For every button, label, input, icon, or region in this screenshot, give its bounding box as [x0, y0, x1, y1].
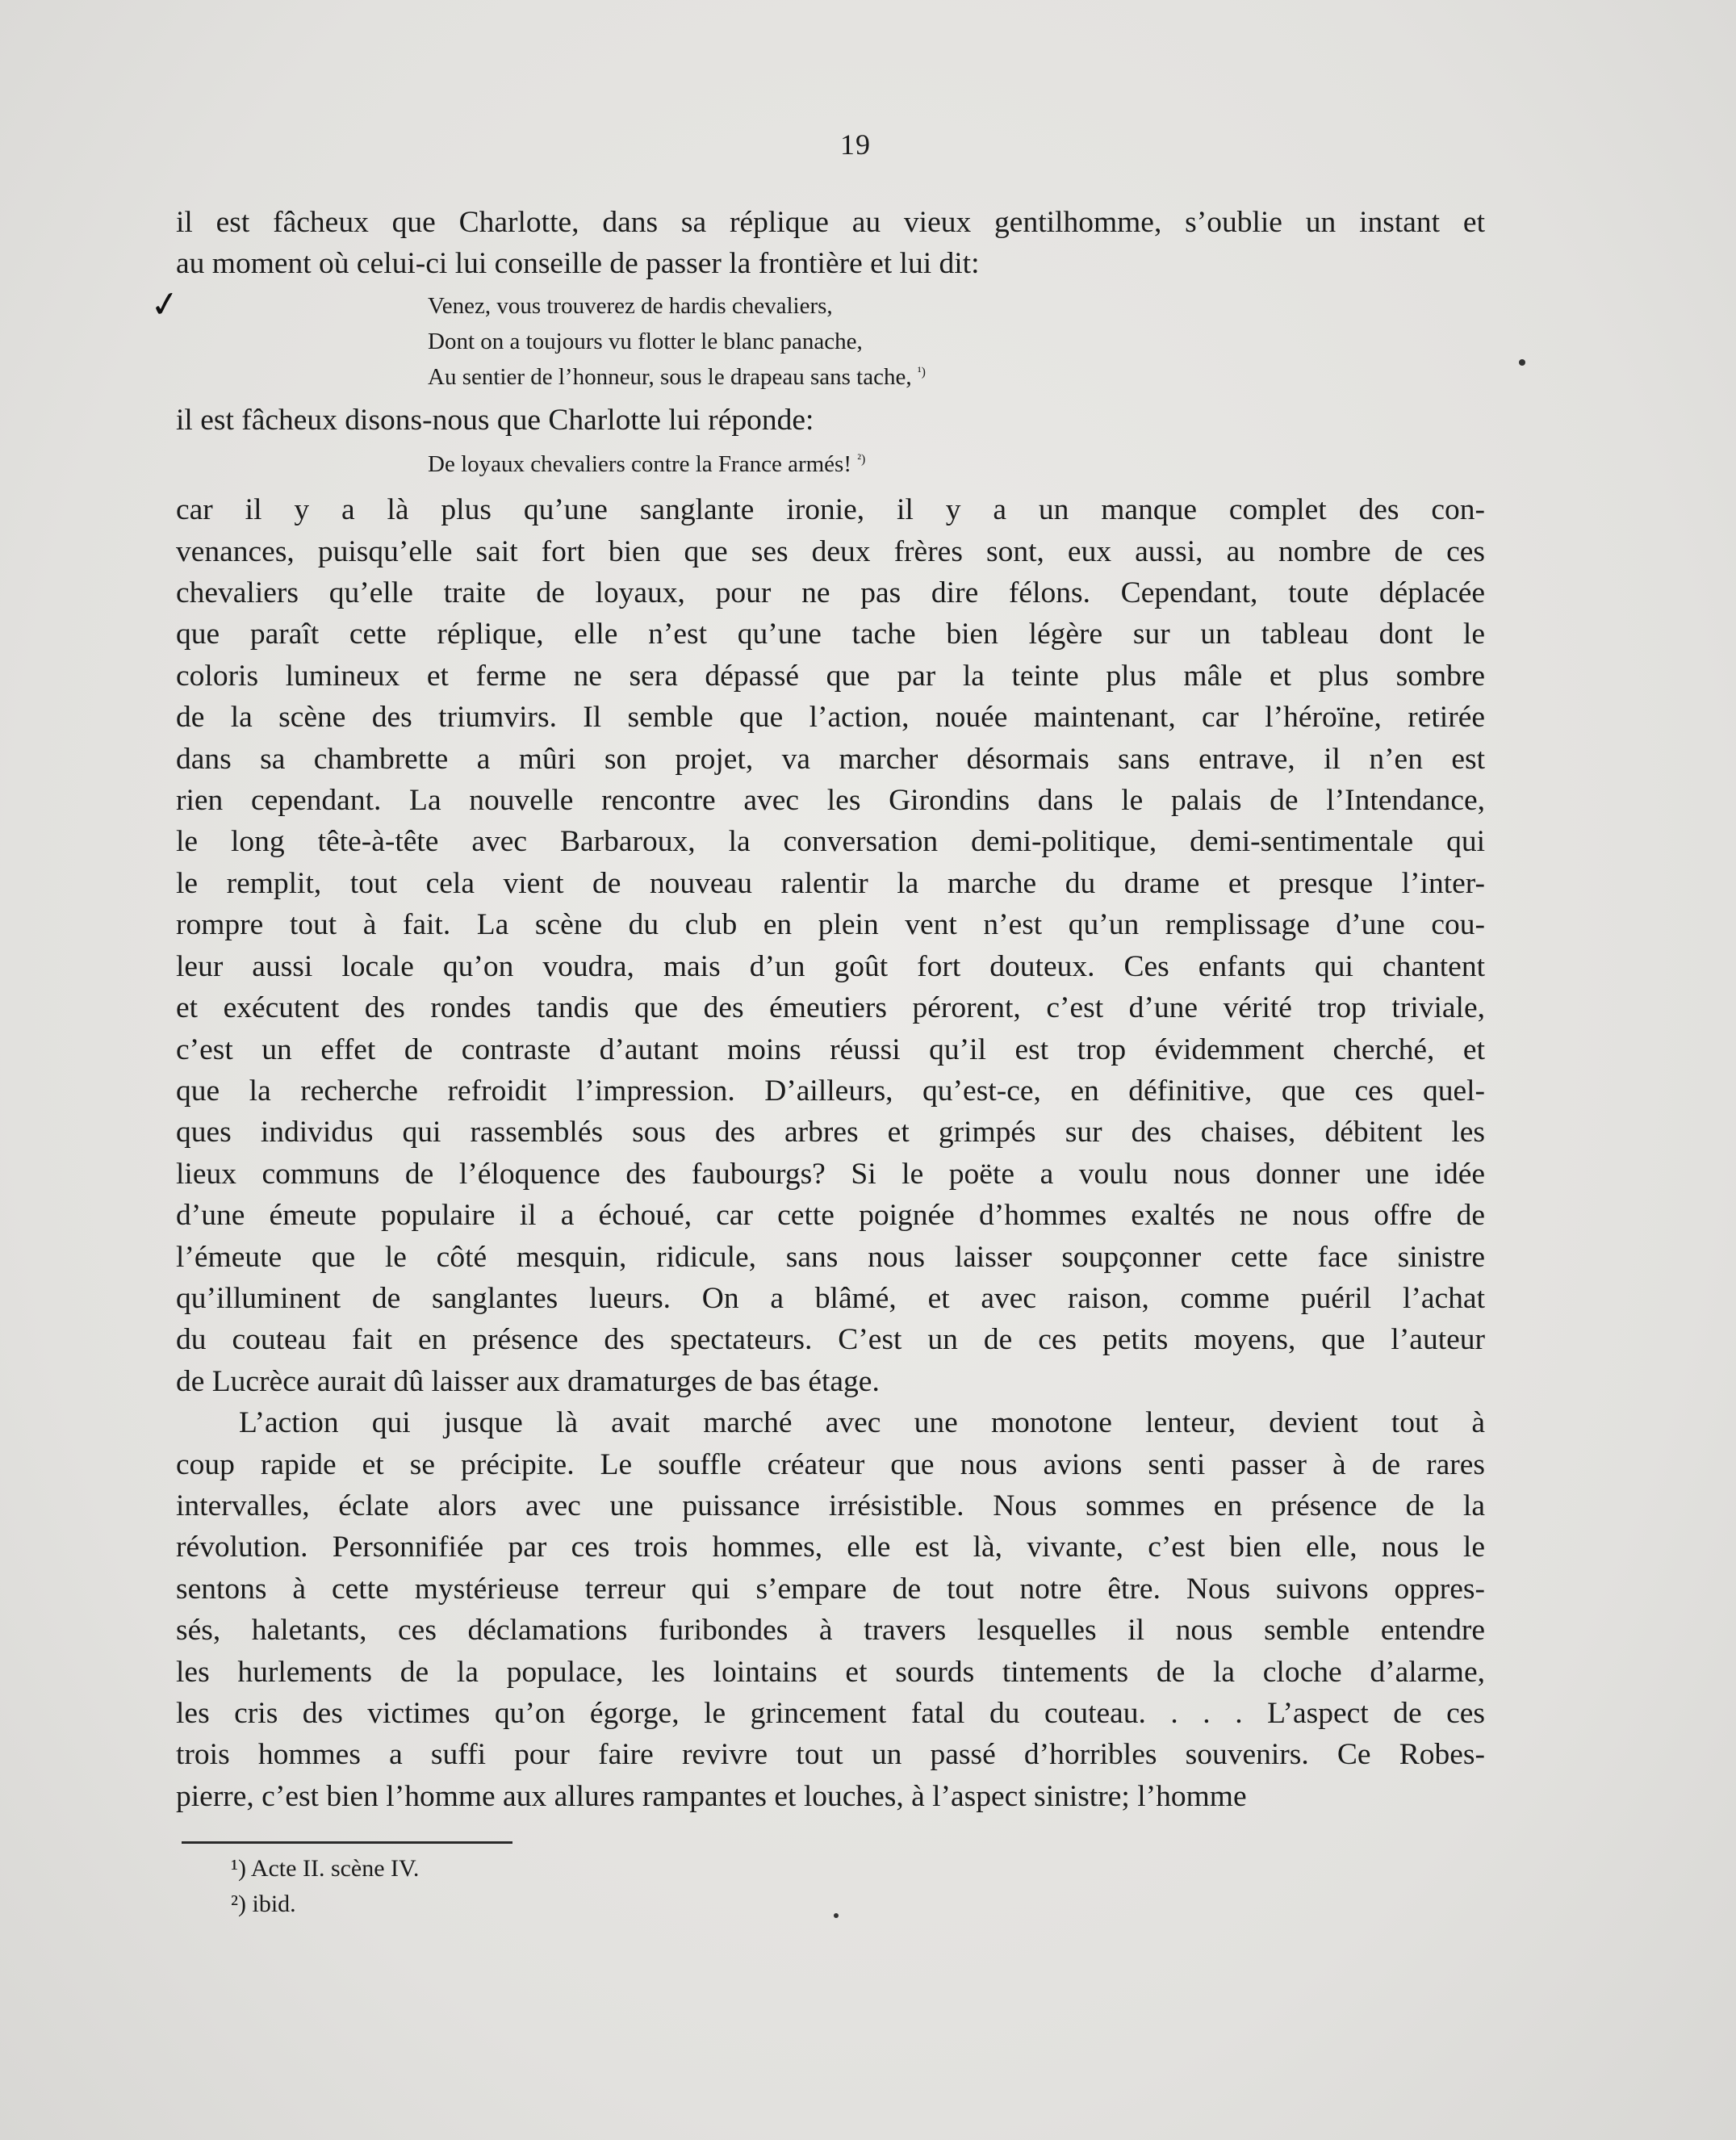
footnotes — [231, 1851, 419, 1922]
paragraph-3 — [176, 489, 1485, 1402]
text-line: lieux communs de l’éloquence des faubourgs? Si le poëte a voulu nous donner une idée — [176, 1157, 1485, 1191]
body-text — [176, 202, 1485, 1817]
text-line: il est fâcheux que Charlotte, dans sa réplique au vieux gentilhomme, s’oublie un instant et — [176, 206, 1485, 239]
text-line: chevaliers qu’elle traite de loyaux, pour ne pas dire félons. Cependant, toute déplacée — [176, 576, 1485, 610]
text-line: au moment où celui-ci lui conseille de passer la frontière et lui dit: — [176, 247, 980, 281]
footnote-1: ¹) Acte II. scène IV. — [231, 1855, 420, 1882]
text-line: que paraît cette réplique, elle n’est qu’une tache bien légère sur un tableau dont le — [176, 618, 1485, 651]
text-line: sentons à cette mystérieuse terreur qui s’empare de tout notre être. Nous suivons oppres- — [176, 1572, 1485, 1606]
text-line: qu’illuminent de sanglantes lueurs. On a blâmé, et avec raison, comme puéril l’achat — [176, 1281, 1485, 1315]
pencil-check-mark-icon: ✓ — [147, 283, 183, 327]
text-line: les hurlements de la populace, les lointains et sourds tintements de la cloche d’alarme, — [176, 1655, 1485, 1689]
verse-line — [428, 444, 1485, 484]
ink-speck-icon — [1519, 359, 1525, 366]
footnote-ref: ¹) — [917, 365, 926, 379]
paragraph-2 — [176, 400, 1485, 441]
text-line: révolution. Personnifiée par ces trois hommes, elle est là, vivante, c’est bien elle, nous le — [176, 1531, 1485, 1564]
ink-speck-icon — [834, 1913, 839, 1918]
text-line: le long tête-à-tête avec Barbaroux, la conversation demi-politique, demi-sentimentale qui — [176, 825, 1485, 859]
paragraph-4 — [176, 1402, 1485, 1817]
text-line: que la recherche refroidit l’impression. D’ailleurs, qu’est-ce, en définitive, que ces quel- — [176, 1074, 1485, 1108]
verse-line: Dont on a toujours vu flotter le blanc panache, — [428, 328, 863, 354]
page-number: 19 — [840, 128, 871, 161]
text-line: pierre, c’est bien l’homme aux allures rampantes et louches, à l’aspect sinistre; l’homme — [176, 1779, 1247, 1813]
text-line: intervalles, éclate alors avec une puissance irrésistible. Nous sommes en présence de la — [176, 1489, 1485, 1522]
text-line: du couteau fait en présence des spectateurs. C’est un de ces petits moyens, que l’auteur — [176, 1323, 1485, 1357]
text-line: rien cependant. La nouvelle rencontre avec les Girondins dans le palais de l’Intendance, — [176, 784, 1485, 818]
text-line: l’émeute que le côté mesquin, ridicule, sans nous laisser soupçonner cette face sinistre — [176, 1240, 1485, 1274]
text-line: leur aussi locale qu’on voudra, mais d’un goût fort douteux. Ces enfants qui chantent — [176, 949, 1485, 983]
text-line: venances, puisqu’elle sait fort bien que ses deux frères sont, eux aussi, au nombre de ces — [176, 534, 1485, 568]
text-line: rompre tout à fait. La scène du club en plein vent n’est qu’un remplissage d’une cou- — [176, 908, 1485, 942]
text-line: et exécutent des rondes tandis que des émeutiers pérorent, c’est d’une vérité trop triviale, — [176, 991, 1485, 1025]
text-line: ques individus qui rassemblés sous des arbres et grimpés sur des chaises, débitent les — [176, 1116, 1485, 1150]
text-line: car il y a là plus qu’une sanglante ironie, il y a un manque complet des con- — [176, 493, 1485, 527]
text-line: sés, haletants, ces déclamations furibondes à travers lesquelles il nous semble entendre — [176, 1614, 1485, 1648]
text-line: de Lucrèce aurait dû laisser aux dramaturges de bas étage. — [176, 1364, 880, 1398]
paragraph-1 — [176, 202, 1485, 285]
text-line: il est fâcheux disons-nous que Charlotte lui réponde: — [176, 403, 814, 437]
text-line: de la scène des triumvirs. Il semble que l’action, nouée maintenant, car l’héroïne, retirée — [176, 701, 1485, 735]
verse-text: Au sentier de l’honneur, sous le drapeau sans tache, — [428, 363, 912, 390]
footnote-ref: ²) — [857, 452, 866, 467]
footnote-2: ²) ibid. — [231, 1891, 296, 1917]
text-line: coloris lumineux et ferme ne sera dépassé que par la teinte plus mâle et plus sombre — [176, 659, 1485, 693]
verse-line — [428, 359, 1485, 395]
verse-line: Venez, vous trouverez de hardis chevaliers, — [428, 292, 833, 319]
text-line: le remplit, tout cela vient de nouveau ralentir la marche du drame et presque l’inter- — [176, 866, 1485, 900]
text-line: trois hommes a suffi pour faire revivre tout un passé d’horribles souvenirs. Ce Robes- — [176, 1738, 1485, 1772]
text-line: L’action qui jusque là avait marché avec une monotone lenteur, devient tout à — [239, 1406, 1485, 1440]
text-line: d’une émeute populaire il a échoué, car cette poignée d’hommes exaltés ne nous offre de — [176, 1199, 1485, 1233]
text-line: coup rapide et se précipite. Le souffle créateur que nous avions senti passer à de rares — [176, 1447, 1485, 1481]
verse-quotation-1 — [428, 288, 1485, 395]
verse-quotation-2 — [428, 444, 1485, 484]
text-line: les cris des victimes qu’on égorge, le grincement fatal du couteau. . . . L’aspect de ces — [176, 1697, 1485, 1730]
text-line: dans sa chambrette a mûri son projet, va marcher désormais sans entrave, il n’en est — [176, 742, 1485, 776]
footnote-separator — [182, 1841, 512, 1844]
verse-text: De loyaux chevaliers contre la France armés! — [428, 451, 851, 478]
text-line: c’est un effet de contraste d’autant moins réussi qu’il est trop évidemment cherché, et — [176, 1032, 1485, 1066]
